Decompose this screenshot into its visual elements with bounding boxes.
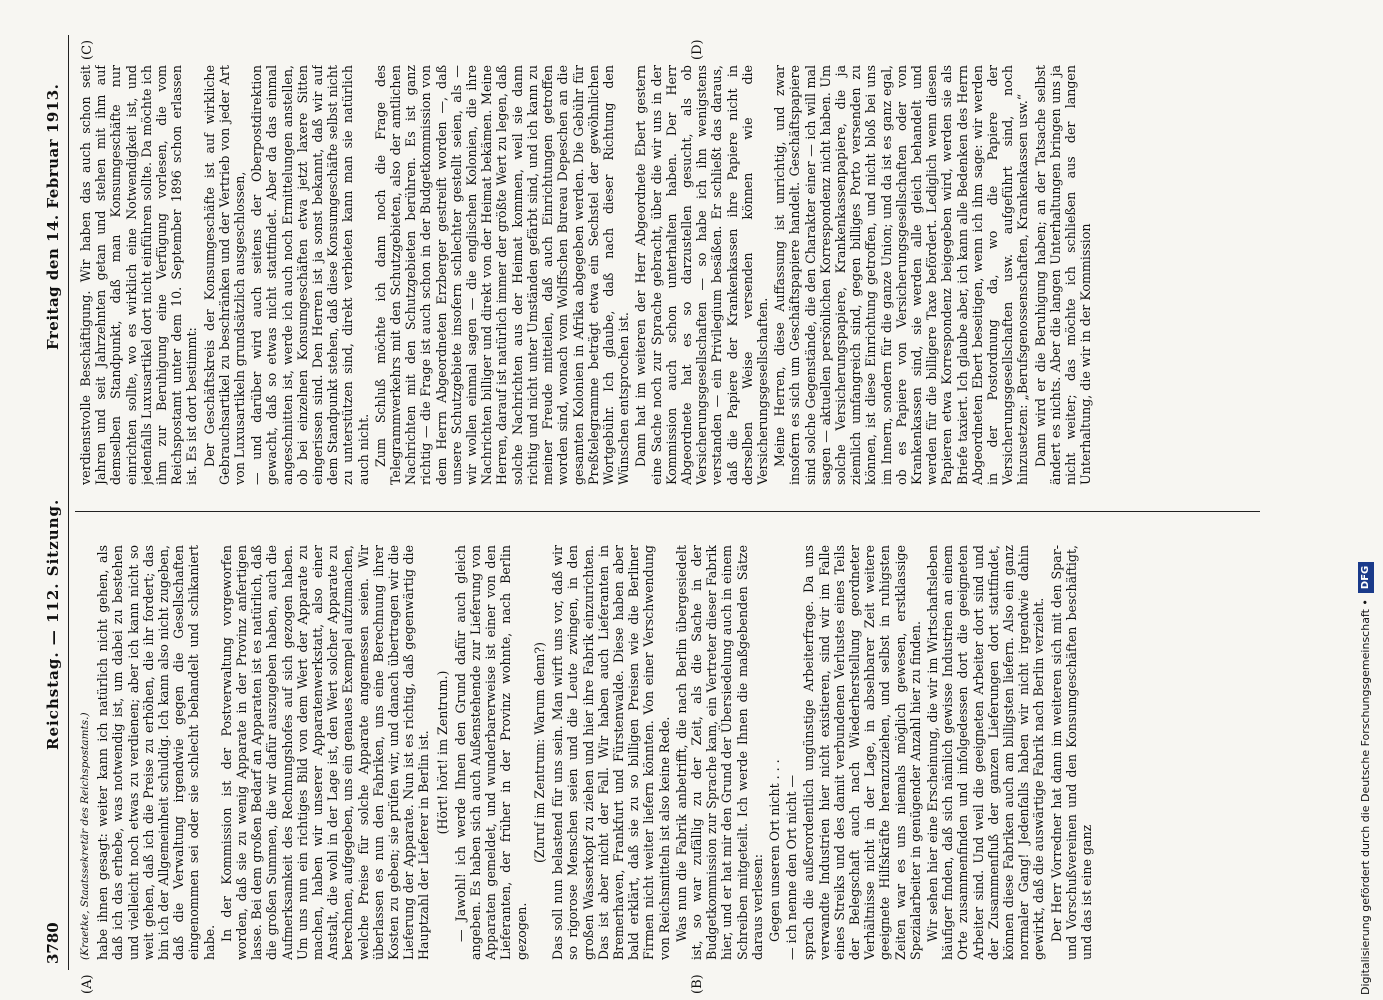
paragraph: In der Kommission ist der Postverwaltung vorgeworfen worden, daß sie zu wenig Apparate in der Provinz anfertigen lasse. Bei dem großen Bedarf an Apparaten ist es natürlich, daß die großen Summen, die wir dafür auszugeben haben, auch die Aufmerksamkeit des Rechnungshofes auf sich gezogen haben. Um uns nun ein richtiges Bild von dem Wert der Apparate zu machen, haben wir unserer Apparatenwerkstatt, also einer Anstalt, die wohl in der Lage ist, den Wert solcher Apparate zu berechnen, aufgegeben, uns ein genaues Exempel aufzumachen, welche Preise für solche Apparate angemessen seien. Wir überlassen es nun den Fabriken, uns eine Berechnung ihrer Kosten zu geben; sie prüfen wir, und danach übertragen wir die Lieferung der Apparate. Nun ist es richtig, daß gegenwärtig die Hauptzahl der Lieferer in Berlin ist. bbox=[218, 545, 432, 960]
margin-marker-c: (C) bbox=[80, 39, 95, 60]
credit-text: Digitalisierung gefördert durch die Deutsche Forschungsgemeinschaft • bbox=[1359, 599, 1372, 995]
paragraph: habe ihnen gesagt: weiter kann ich natürlich nicht gehen, als daß ich das erhebe, was notwendig ist, um dabei zu bestehen und vielleicht noch etwas zu verdienen; aber ich kann nicht so weit gehen, daß ich die Preise zu erhöhen, die ihr fordert; das bin ich der Allgemeinheit schuldig. Ich kann also nicht zugeben, daß die Verwaltung irgendwie gegen die Gesellschaften eingenommen sei oder sie schlecht behandelt und schikaniert habe. bbox=[95, 545, 217, 960]
paragraph: verdienstvolle Beschäftigung. Wir haben das auch schon seit Jahren und seit Jahrzehnten getan und stehen mit ihm auf demselben Standpunkt, daß man Konsumgeschäfte nur einrichten sollte, wo es wirklich eine Notwendigkeit ist, und jedenfalls Luxusartikel dort nicht einführen sollte. Da möchte ich ihm zur Beruhigung eine Verfügung vorlesen, die vom Reichspostamt unter dem 10. September 1896 schon erlassen ist. Es ist dort bestimmt: bbox=[78, 65, 200, 485]
margin-marker-a: (A) bbox=[80, 974, 95, 994]
quote: sprach die außerordentlich ungünstige Arbeiterfrage. Da uns verwandte Industrien hier nicht existieren, sind wir im Falle eines Streiks und des damit verbundenen Verlustes eines Teils der Belegschaft auch nach Wiederherstellung geordneter Verhältnisse nicht in der Lage, in absehbarer Zeit weitere geeignete Hilfskräfte heranzuziehen, und selbst in ruhigsten Zeiten war es uns niemals möglich gewesen, erstklassige Spezialarbeiter in genügender Anzahl hier zu finden. bbox=[801, 545, 923, 960]
paragraph: Dann wird er die Beruhigung haben; an der Tatsache selbst ändert es nichts. Aber die langen Unterhaltungen bringen uns ja nicht weiter; das möchte ich schließen aus der langen Unterhaltung, die wir in der Kommission bbox=[1032, 65, 1094, 485]
dfg-logo: DFG bbox=[1358, 562, 1374, 593]
speaker-note: (Kraetke, Staatssekretär des Reichspostamts.) bbox=[79, 712, 91, 960]
paragraph: — und darüber wird auch seitens der Oberpostdirektion gewacht, daß so etwas nicht stattfindet. Aber da das einmal angeschnitten ist, werde ich auch noch Ermittelungen anstellen, ob bei einzelnen Konsumgeschäften etwa jetzt laxere Sitten eingerissen sind. Den Herren ist ja sonst bekannt, daß wir auf dem Standpunkt stehen, daß diese Konsumgeschäfte selbst nicht zu unterstützen sind, direkt verbieten kann man sie natürlich auch nicht. bbox=[249, 65, 371, 485]
paragraph: Meine Herren, diese Auffassung ist unrichtig, und zwar insofern es sich um Geschäftspapiere handelt. Geschäftspapiere sind solche Gegenstände, die den Charakter einer — ich will mal sagen — aktuellen persönlichen Korrespondenz nicht haben. Um solche Versicherungspapiere, Krankenkassenpapiere, die ja ziemlich umfangreich sind, gegen billiges Porto versenden zu können, ist diese Einrichtung getroffen, und nicht bloß bei uns im Innern, sondern für die ganze Union; und da ist es ganz egal, ob es Papiere von Versicherungsgesellschaften oder von Krankenkassen sind, sie werden alle gleich behandelt und werden für die billigere Taxe befördert. Lediglich wenn diesen Papieren etwa Korrespondenz beigegeben wird, werden sie als Briefe taxiert. Ich glaube aber, ich kann alle Bedenken des Herrn Abgeordneten Ebert beseitigen, wenn ich ihm sage: wir werden in der Postordnung da, wo die Papiere der Versicherungsgesellschaften usw. aufgeführt sind, noch hinzusetzen: „Berufsgenossenschaften, Krankenkassen usw.“ bbox=[772, 65, 1031, 485]
paragraph: — Jawohl! ich werde Ihnen den Grund dafür auch gleich angeben. Es haben sich auch Außenstehende zur Lieferung von Apparaten gemeldet, und wunderbarerweise ist einer von den Lieferanten, der früher in der Provinz wohnte, nach Berlin gezogen. bbox=[452, 545, 529, 960]
paragraph: Wir sehen hier eine Erscheinung, die wir im Wirtschaftsleben häufiger finden, daß sich nämlich gewisse Industrien an einem Orte zusammenfinden und infolgedessen dort die geeigneten Arbeiter sind. Und weil die geeigneten Arbeiter dort sind und der Zusammenfluß der ganzen Lieferungen dort stattfindet, können diese Fabriken auch am billigsten liefern. Also ein ganz normaler Gang! Jedenfalls haben wir nicht irgendwie dahin gewirkt, daß die auswärtige Fabrik nach Berlin verzieht. bbox=[924, 545, 1047, 960]
interjection: (Zuruf im Zentrum: Warum denn?) bbox=[531, 641, 547, 864]
header-date: Freitag den 14. Februar 1913. bbox=[44, 83, 62, 350]
paragraph: Der Herr Vorredner hat dann im weiteren sich mit den Spar- und Vorschußvereinen und den Konsumgeschäften beschäftigt, und das ist eine ganz bbox=[1048, 545, 1094, 960]
left-column bbox=[78, 545, 1258, 960]
column-divider bbox=[75, 511, 1260, 512]
digitization-credit bbox=[1355, 5, 1377, 995]
paragraph: Dann hat im weiteren der Herr Abgeordnete Ebert gestern eine Sache noch zur Sprache gebracht, über die wir uns in der Kommission auch schon unterhalten haben. Der Herr Abgeordnete hat es so darzustellen gesucht, als ob Versicherungsgesellschaften — so habe ich ihn wenigstens verstanden — ein Privilegium besäßen. Er schließt das daraus, daß die Papiere der Krankenkassen ihre Papiere nicht in derselben Weise versenden können wie die Versicherungsgesellschaften. bbox=[633, 65, 770, 485]
paragraph: Zum Schluß möchte ich dann noch die Frage des Telegrammverkehrs mit den Schutzgebieten, also der amtlichen Nachrichten mit den Schutzgebieten berühren. Es ist ganz richtig — die Frage ist auch schon in der Budgetkommission von dem Herrn Abgeordneten Erzberger gestreift worden —, daß unsere Schutzgebiete insofern schlechter gestellt seien, als — wir wollen einmal sagen — die englischen Kolonien, die ihre Nachrichten billiger und direkt von der Heimat bekämen. Meine Herren, darauf ist natürlich immer der größte Wert zu legen, daß solche Nachrichten aus der Heimat kommen, weil sie dann richtig und nicht unter Umständen gefärbt sind, und ich kann zu meiner Freude mitteilen, daß auch Einrichtungen getroffen worden sind, wonach vom Wolffschen Bureau Depeschen an die gesamten Kolonien in Afrika abgegeben werden. Die Gebühr für Preßtelegramme beträgt etwa ein Sechstel der gewöhnlichen Wortgebühr. Ich glaube, daß nach dieser Richtung den Wünschen entsprochen ist. bbox=[372, 65, 632, 485]
page-header bbox=[38, 35, 69, 970]
quote: Gegen unseren Ort nicht . . . bbox=[766, 759, 782, 942]
margin-marker-d: (D) bbox=[690, 39, 705, 60]
page-number: 3780 bbox=[44, 922, 62, 964]
credit-text-wrap bbox=[1355, 5, 1377, 995]
right-column bbox=[78, 65, 1258, 485]
header-title: Reichstag. — 112. Sitzung. bbox=[44, 498, 62, 750]
paragraph: Das soll nun belastend für uns sein. Man wirft uns vor, daß wir so rigorose Menschen seien und die Leute zwingen, in den großen Wasserkopf zu ziehen und hier ihre Fabrik einzurichten. Das ist aber nicht der Fall. Wir haben auch Lieferanten in Bremerhaven, Frankfurt und Fürstenwalde. Diese haben aber bald erklärt, daß sie zu so billigen Preisen wie die Berliner Firmen nicht weiter liefern könnten. Von einer Verschwendung von Reichsmitteln ist also keine Rede. bbox=[550, 545, 672, 960]
margin-marker-b: (B) bbox=[690, 974, 705, 994]
interjection: (Hört! hört! im Zentrum.) bbox=[434, 670, 450, 835]
quote-aside: — ich nenne den Ort nicht — bbox=[784, 774, 800, 960]
quote: Der Geschäftskreis der Konsumgeschäfte ist auf wirkliche Gebrauchsartikel zu beschränken und der Vertrieb von jeder Art von Luxusartikeln grundsätzlich ausgeschlossen, bbox=[201, 65, 248, 485]
paragraph: Was nun die Fabrik anbetrifft, die nach Berlin übergesiedelt ist, so war zufällig zu der Zeit, als die Sache in der Budgetkommission zur Sprache kam, ein Vertreter dieser Fabrik hier, und er hat mir den Grund der Übersiedelung auch in einem Schreiben mitgeteilt. Ich werde Ihnen die maßgebenden Sätze daraus verlesen: bbox=[673, 545, 765, 960]
